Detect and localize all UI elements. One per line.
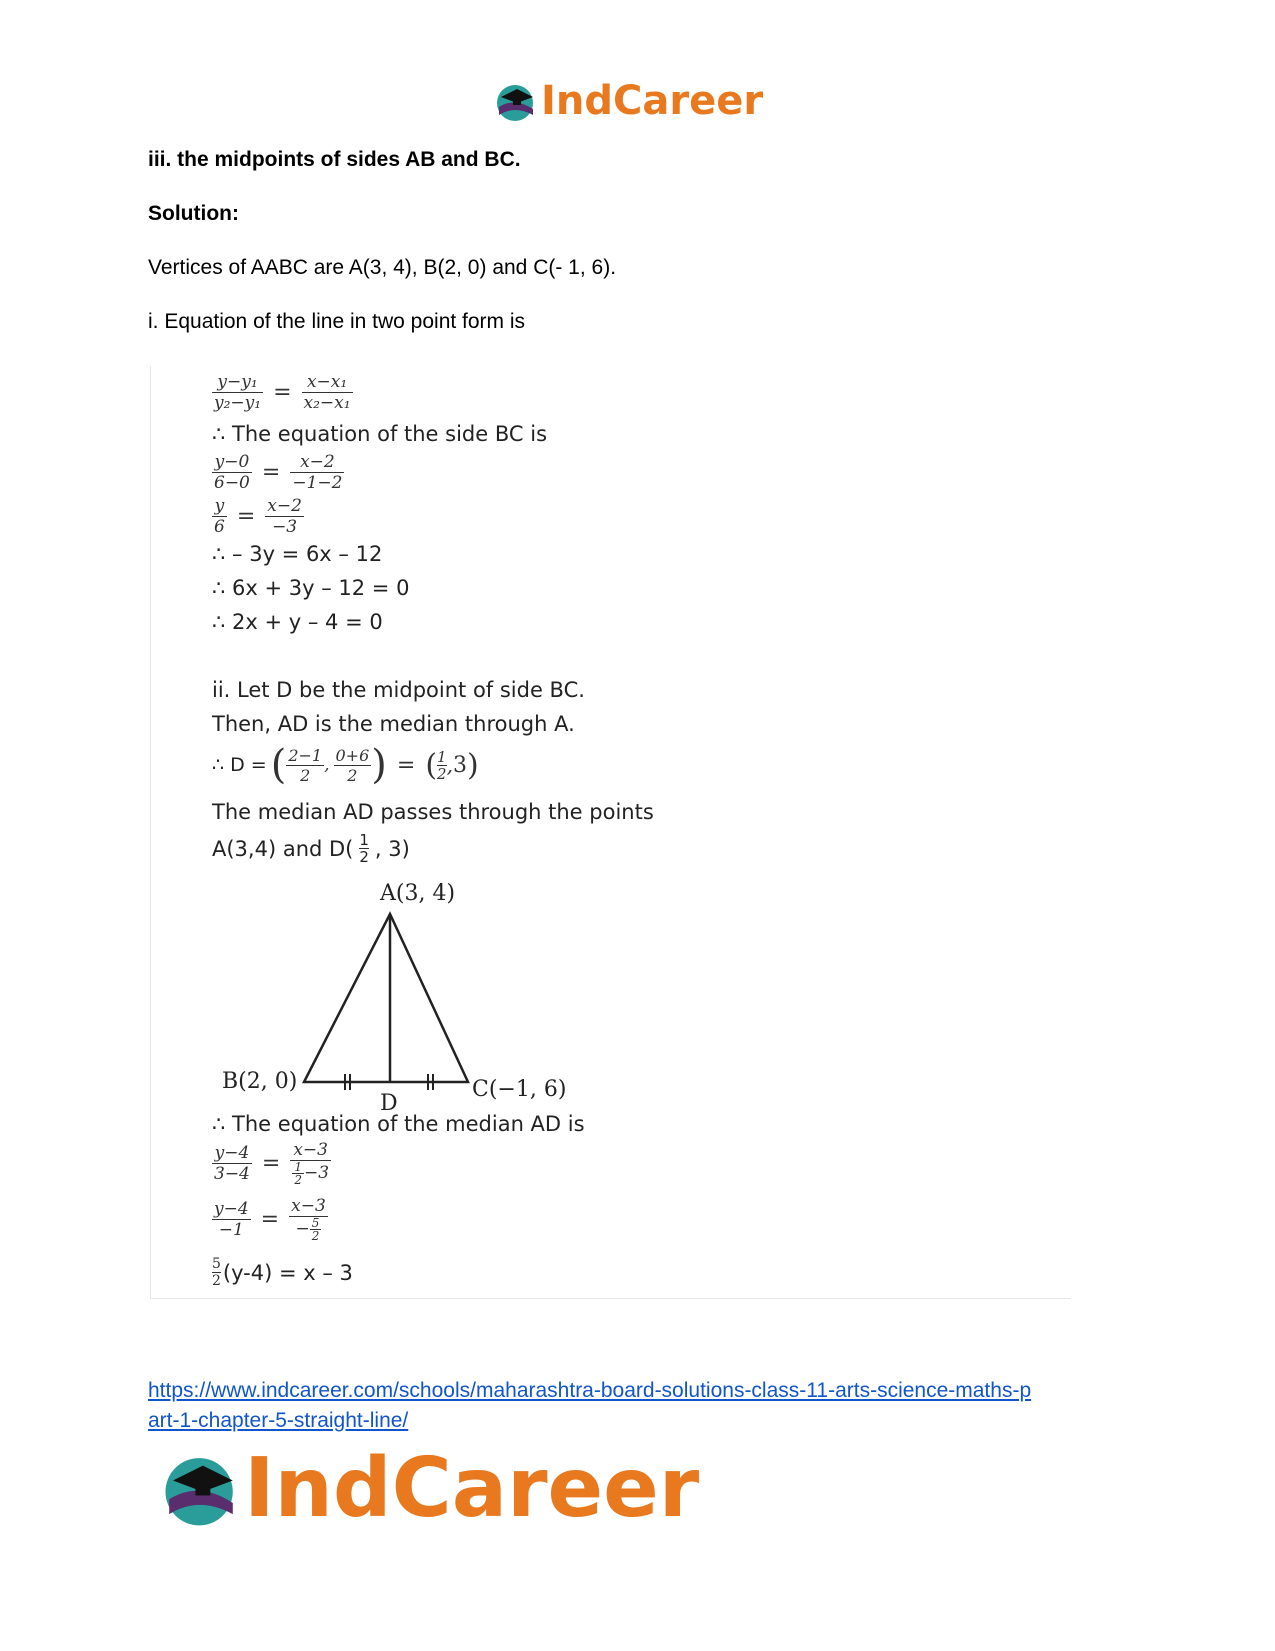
- ad-step2: $\frac{y-4}{-1}$ = $\frac{x-3}{-\frac{5}{2}}$: [214, 1196, 326, 1243]
- footer-link[interactable]: https://www.indcareer.com/schools/maharashtra-board-solutions-class-11-arts-science-maths-p art-1-chapter-5-straight-line/: [148, 1379, 1032, 1432]
- d-result-frac: $\frac{1}{2}$: [437, 747, 447, 783]
- label-d: D: [380, 1091, 398, 1112]
- d-frac1: $\frac{2-1}{2}$: [288, 745, 323, 785]
- median-eq-text: ∴ The equation of the median AD is: [212, 1112, 585, 1136]
- bc-step3: ∴ – 3y = 6x – 12: [212, 542, 383, 566]
- side-bc-text: ∴ The equation of the side BC is: [212, 422, 548, 446]
- bc-step4: ∴ 6x + 3y – 12 = 0: [212, 576, 410, 600]
- part-i-intro: i. Equation of the line in two point form is: [148, 310, 526, 333]
- median-line1: The median AD passes through the points: [212, 800, 654, 824]
- part-ii-line1: ii. Let D be the midpoint of side BC.: [212, 678, 585, 702]
- ad-step3: $\frac{5}{2}$ (y-4) = x – 3: [212, 1256, 353, 1289]
- d-frac2: $\frac{0+6}{2}$: [335, 745, 370, 785]
- d-midpoint-eq: ∴ D = ( $\frac{2-1}{2}$ , $\frac{0+6}{2}$ ) = ( $\frac{1}{2}$ , 3 ): [212, 742, 479, 788]
- bc-step2: $\frac{y}{6}$ = $\frac{x-2}{-3}$: [214, 496, 302, 537]
- bc-step1: $\frac{y-0}{6-0}$ = $\frac{x-2}{-1-2}$: [214, 452, 343, 493]
- solution-label: Solution:: [148, 202, 239, 225]
- label-b: B(2, 0): [222, 1069, 298, 1094]
- vertices-text: Vertices of AABC are A(3, 4), B(2, 0) and C(- 1, 6).: [148, 256, 617, 279]
- question-heading: iii. the midpoints of sides AB and BC.: [148, 148, 521, 171]
- ad-step1: $\frac{y-4}{3-4}$ = x−3 $\frac{1}{2}$ −3: [214, 1140, 330, 1187]
- footer-logo-text: IndCareer: [244, 1440, 700, 1536]
- header-logo: [493, 78, 763, 124]
- header-logo-text: IndCareer: [541, 78, 764, 124]
- part-ii-line2: Then, AD is the median through A.: [212, 712, 575, 736]
- globe-graduate-icon: [158, 1445, 244, 1531]
- label-c: C(−1, 6): [472, 1077, 567, 1102]
- median-line2: A(3,4) and D( $\frac{1}{2}$ , 3): [212, 831, 410, 866]
- footer-logo: [158, 1438, 699, 1538]
- globe-graduate-icon: [493, 79, 539, 123]
- bc-step5: ∴ 2x + y – 4 = 0: [212, 610, 383, 634]
- label-a: A(3, 4): [380, 881, 456, 906]
- triangle-diagram: [212, 872, 632, 1112]
- formula-general: $\frac{\text{y−y₁}}{\text{y₂−y₁}}$ = $\frac{\text{x−x₁}}{\text{x₂−x₁}}$: [214, 372, 351, 413]
- triangle-abc: [304, 914, 468, 1082]
